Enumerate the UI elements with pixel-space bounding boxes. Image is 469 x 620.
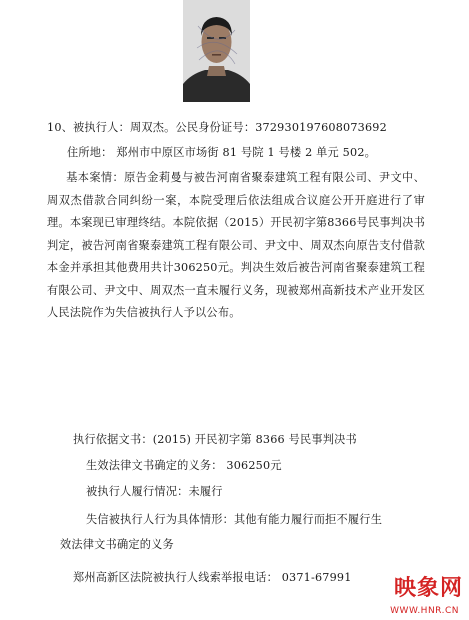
basis-line: 执行依据文书：(2015) 开民初字第 8366 号民事判决书 <box>73 433 357 446</box>
entry-title: 10、被执行人：周双杰。公民身份证号：372930197608073692 <box>47 121 387 134</box>
defendant-photo <box>183 0 250 102</box>
dishonest-cont-line: 效法律文书确定的义务 <box>60 538 174 551</box>
case-text: 基本案情：原告金莉曼与被告河南省聚泰建筑工程有限公司、尹文中、周双杰借款合同纠纷一案，本院受理后依法组成合议庭公开开庭进行了审理。本案现已审理终结。本院依据（2015）开民初字第8366号民事判决书判定，被告河南省聚泰建筑工程有限公司、尹文中、周双杰向原告支付借款本金并承担其他费用共计306250元。判决生效后被告河南省聚泰建筑工程有限公司、尹文中、周双杰一直未履行义务，现被郑州高新技术产业开发区人民法院作为失信被执行人予以公布。 <box>47 171 425 319</box>
watermark-url: WWW.HNR.CN <box>390 606 459 616</box>
watermark-logo: 映象网 <box>393 576 463 601</box>
performance-line: 被执行人履行情况：未履行 <box>86 485 223 498</box>
obligation-line: 生效法律文书确定的义务： 306250元 <box>86 459 282 472</box>
dishonest-line: 失信被执行人行为具体情形：其他有能力履行而拒不履行生 <box>86 513 383 526</box>
address-line: 住所地： 郑州市中原区市场街 81 号院 1 号楼 2 单元 502。 <box>67 146 377 159</box>
case-paragraph <box>47 167 425 325</box>
hotline-line: 郑州高新区法院被执行人线索举报电话： 0371-67991 <box>73 571 352 584</box>
